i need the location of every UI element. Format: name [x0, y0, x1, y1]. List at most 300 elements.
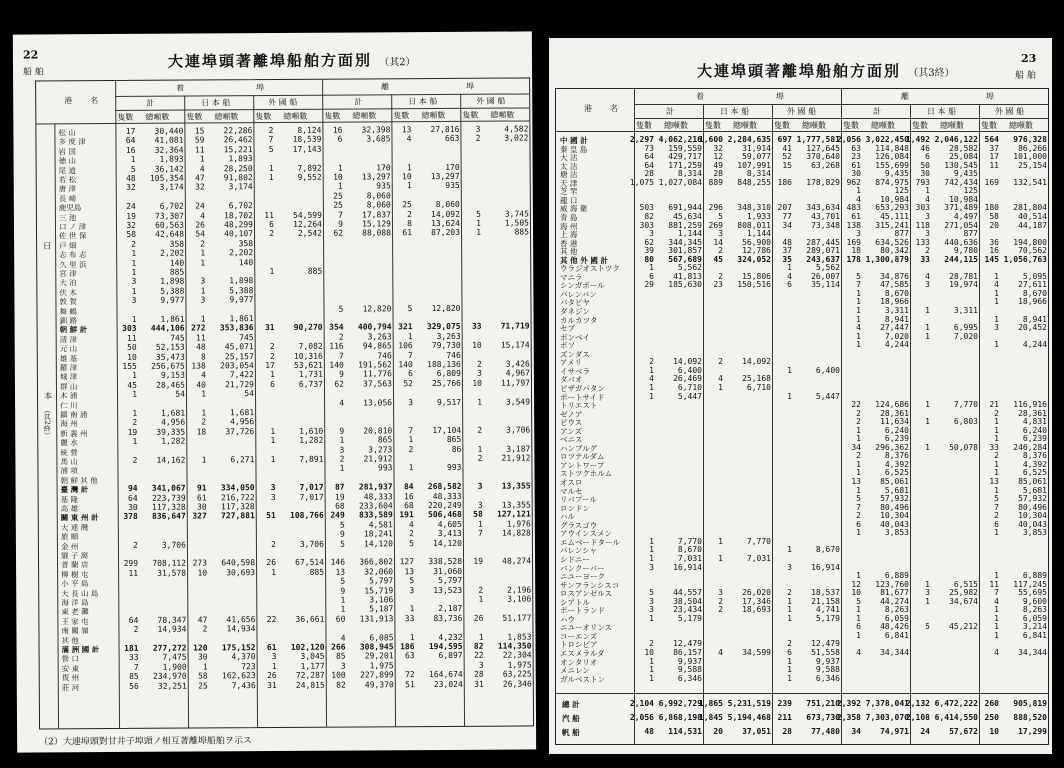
- total-label: 帆 船: [562, 728, 580, 737]
- cell-tons: 4,244: [1022, 340, 1047, 350]
- cell-count: 7: [338, 351, 344, 361]
- cell-count: 15: [194, 126, 205, 136]
- cell-tons: 48,333: [363, 491, 393, 502]
- row-label: 海 州: [560, 221, 578, 231]
- cell-count: 1: [200, 258, 206, 268]
- table-left: [35, 77, 534, 729]
- row-label: アメリ: [560, 358, 583, 368]
- cell-tons: 26,007: [811, 271, 840, 281]
- row-label: ベニス: [560, 435, 583, 445]
- cell-tons: 8,263: [1022, 605, 1047, 615]
- cell-count: 1: [856, 468, 861, 478]
- cell-count: 6: [787, 280, 792, 290]
- cell-count: 2,056: [629, 713, 654, 722]
- cell-count: 5: [994, 494, 999, 504]
- cell-count: 56: [129, 681, 139, 691]
- cell-count: 4: [649, 374, 654, 384]
- cell-tons: 37,726: [225, 426, 255, 437]
- cell-count: 29: [644, 280, 654, 290]
- cell-count: 1: [132, 408, 138, 418]
- row-label: ダバオ: [560, 375, 583, 385]
- cell-count: 62: [644, 237, 654, 247]
- cell-count: 22: [473, 651, 484, 661]
- cell-count: 138: [191, 361, 206, 371]
- side-part: （其2終）: [43, 406, 52, 439]
- cell-tons: 808,011: [737, 220, 771, 230]
- cell-tons: 4,581: [368, 520, 393, 530]
- cell-tons: 751,210: [806, 699, 840, 708]
- row-label: 芝 罘: [560, 187, 578, 197]
- cell-tons: 301,857: [668, 246, 702, 256]
- cell-tons: 11,776: [362, 369, 392, 379]
- cell-count: 5: [130, 164, 136, 174]
- cell-count: 2,056: [836, 135, 861, 144]
- cell-count: 35: [782, 254, 792, 264]
- cell-tons: 26,462: [223, 135, 253, 145]
- cell-tons: 9,780: [953, 246, 978, 256]
- cell-tons: 48,274: [502, 556, 532, 567]
- cell-tons: 94,865: [362, 341, 392, 351]
- cell-tons: 22,304: [502, 650, 532, 661]
- cell-tons: 9,588: [677, 665, 702, 675]
- cell-tons: 31,060: [433, 566, 463, 576]
- cell-count: 1: [270, 370, 275, 380]
- cell-count: 28: [644, 169, 654, 179]
- table-row: [39, 472, 532, 475]
- row-label: 金 州: [60, 541, 79, 551]
- cell-count: 17: [989, 152, 999, 162]
- cell-count: 4: [201, 370, 206, 380]
- cell-tons: 343,634: [806, 203, 840, 213]
- cell-count: 58: [473, 510, 483, 520]
- leaf-header-tons: 總噸數: [214, 112, 239, 122]
- cell-tons: 935: [445, 181, 460, 191]
- footnote: （2）大連埠頭對甘井子埠頭ノ相互著離埠船舶ヲ示ス: [39, 736, 252, 748]
- cell-count: 6: [269, 220, 275, 230]
- cell-count: 1,865: [698, 699, 723, 708]
- cell-count: 3: [718, 229, 723, 239]
- cell-count: 1: [477, 397, 483, 407]
- cell-tons: 673,730: [806, 713, 840, 722]
- cell-count: 564: [984, 135, 999, 144]
- cell-count: 20: [713, 727, 723, 736]
- cell-tons: 865: [446, 435, 462, 445]
- leaf-header-tons: 總噸數: [664, 121, 688, 130]
- cell-count: 118: [915, 220, 930, 230]
- cell-tons: 5,562: [677, 263, 702, 273]
- cell-count: 1: [925, 306, 930, 315]
- cell-count: 16: [332, 125, 343, 135]
- cell-tons: 171,259: [668, 160, 702, 170]
- cell-tons: 3,263: [367, 332, 392, 342]
- cell-tons: 40,514: [1018, 211, 1047, 221]
- sub-japan-2: 日 本 船: [408, 97, 438, 107]
- cell-count: 1: [787, 391, 792, 401]
- cell-tons: 23,024: [433, 679, 463, 689]
- cell-tons: 1,861: [229, 314, 254, 324]
- cell-count: 1: [787, 665, 792, 675]
- leaf-header-tons: 總噸數: [802, 121, 826, 130]
- cell-tons: 3,853: [1022, 528, 1047, 538]
- cell-count: 6: [649, 271, 654, 281]
- sub-total: 計: [146, 98, 155, 108]
- cell-count: 6: [925, 152, 930, 162]
- title-text: 大連埠頭著離埠船舶方面別: [167, 51, 373, 71]
- cell-tons: 54,599: [292, 210, 322, 220]
- cell-count: 7: [856, 502, 861, 512]
- cell-count: 1: [649, 536, 654, 546]
- cell-tons: 47,585: [880, 280, 909, 290]
- cell-tons: 164,674: [428, 670, 463, 680]
- cell-count: 1: [994, 485, 999, 495]
- cell-count: 63: [851, 143, 861, 153]
- cell-count: 11: [128, 568, 139, 578]
- row-label: ストツクホルム: [560, 469, 613, 479]
- cell-tons: 5,231,519: [727, 699, 771, 708]
- cell-tons: 43,701: [811, 211, 840, 221]
- cell-count: 4: [199, 164, 205, 174]
- cell-count: 178: [846, 254, 861, 264]
- cell-count: 5: [856, 271, 861, 281]
- leaf-header-tons: 總噸數: [733, 121, 757, 130]
- cell-tons: 9,937: [677, 656, 702, 666]
- cell-count: 6: [787, 648, 792, 657]
- cell-tons: 114,350: [497, 641, 532, 651]
- cell-tons: 27,447: [880, 323, 909, 333]
- cell-tons: 34,876: [880, 271, 909, 281]
- row-label: 其 他 外 國 計: [560, 255, 608, 265]
- row-label: 關 東 州 計: [60, 513, 99, 523]
- cell-tons: 8,670: [815, 545, 840, 555]
- cell-tons: 79,730: [431, 341, 461, 351]
- cell-tons: 7,017: [299, 492, 324, 502]
- cell-count: 5: [856, 596, 861, 606]
- cell-count: 17: [125, 126, 136, 136]
- cell-count: 11: [194, 145, 205, 155]
- cell-tons: 71,719: [500, 321, 530, 332]
- cell-tons: 223,739: [151, 493, 186, 503]
- cell-tons: 341,067: [151, 483, 186, 493]
- cell-tons: 6,702: [159, 201, 184, 211]
- cell-count: 3: [925, 588, 930, 598]
- cell-tons: 3,174: [159, 182, 184, 193]
- cell-count: 62: [333, 228, 344, 239]
- row-label: ハンブルグ: [560, 443, 598, 453]
- row-label: 徳 山: [58, 156, 77, 166]
- sub-foreign-right: 外 國 船: [787, 107, 817, 116]
- cell-tons: 7,475: [162, 652, 187, 663]
- row-label: ボンベイ: [560, 332, 590, 342]
- cell-count: 6: [994, 519, 999, 529]
- cell-tons: 6,525: [884, 468, 909, 478]
- sub-total-2: 計: [354, 97, 363, 107]
- cell-count: 1: [270, 436, 276, 446]
- cell-count: 41: [782, 143, 792, 153]
- row-label: 新 義 州: [60, 428, 88, 439]
- cell-tons: 6,240: [1022, 425, 1047, 435]
- cell-tons: 162,623: [221, 671, 256, 681]
- row-label: 戸 畑: [59, 241, 77, 251]
- cell-count: 52: [403, 378, 413, 389]
- cell-tons: 85,061: [1018, 477, 1047, 486]
- cell-tons: 881,259: [668, 220, 702, 230]
- sub-japan: 日 本 船: [201, 98, 231, 108]
- cell-tons: 935: [376, 181, 391, 191]
- cell-tons: 3,706: [299, 539, 324, 549]
- cell-tons: 130,545: [944, 160, 978, 170]
- cell-tons: 36,661: [295, 614, 325, 624]
- cell-tons: 3,022,450: [865, 135, 909, 144]
- cell-count: 354: [329, 322, 344, 333]
- cell-count: 2: [409, 529, 414, 539]
- cell-tons: 1,861: [160, 314, 185, 324]
- cell-count: 4: [718, 648, 723, 657]
- cell-count: 30: [197, 502, 207, 512]
- cell-count: 1: [994, 314, 999, 324]
- row-label: ロスアンゼルス: [560, 589, 612, 599]
- cell-tons: 30,693: [226, 567, 256, 578]
- cell-count: 61: [402, 228, 413, 238]
- cell-count: 2: [133, 540, 138, 550]
- cell-count: 2: [718, 246, 723, 256]
- cell-tons: 2,202: [229, 248, 254, 258]
- cell-tons: 52,153: [155, 342, 185, 352]
- cell-count: 7: [478, 528, 483, 538]
- cell-tons: 18,539: [292, 135, 322, 145]
- cell-count: 5: [409, 538, 414, 548]
- cell-count: 46: [920, 143, 930, 153]
- cell-tons: 1,893: [228, 154, 253, 164]
- cell-count: 1: [925, 323, 930, 333]
- cell-count: 186: [777, 177, 792, 187]
- cell-count: 1,845: [698, 713, 723, 722]
- cell-count: 2: [856, 451, 861, 461]
- cell-tons: 1,282: [299, 435, 324, 446]
- cell-tons: 233,604: [358, 501, 393, 511]
- cell-count: 10: [644, 648, 654, 657]
- cell-count: 3: [649, 229, 654, 239]
- row-label: 唐 津: [58, 184, 77, 194]
- leaf-header-count: 隻數: [393, 111, 410, 121]
- cell-tons: 37,051: [742, 727, 771, 736]
- cell-tons: 6,414,550: [934, 713, 978, 722]
- cell-tons: 7,020: [884, 331, 909, 341]
- cell-tons: 6,809: [436, 369, 461, 379]
- cell-count: 269: [708, 220, 723, 230]
- row-label: 馬 山: [60, 457, 78, 467]
- cell-count: 18: [196, 427, 207, 437]
- row-label: パレンシャ: [560, 546, 597, 556]
- row-label: ビザガパタン: [560, 383, 605, 393]
- cell-count: 68: [335, 501, 345, 511]
- cell-tons: 308,945: [359, 642, 394, 652]
- cell-tons: 4,392: [884, 459, 909, 469]
- cell-count: 1: [340, 604, 346, 614]
- cell-count: 106: [398, 341, 413, 351]
- cell-count: 18: [851, 246, 861, 256]
- cell-tons: 2,284,635: [727, 135, 771, 144]
- cell-count: 1: [406, 181, 412, 191]
- row-label: 太 沽: [560, 161, 578, 171]
- row-label: 威 海 衛: [560, 204, 588, 214]
- sub-foreign-2-right: 外 國 船: [995, 107, 1025, 116]
- row-label: オンタリオ: [560, 657, 598, 667]
- leaf-header-count: 隻數: [186, 112, 203, 122]
- row-label: 仁 川: [60, 400, 78, 410]
- cell-count: 793: [915, 177, 930, 187]
- cell-tons: 14,092: [430, 209, 460, 219]
- cell-count: 91: [196, 483, 207, 493]
- cell-count: 1: [925, 186, 930, 196]
- cell-count: 1: [132, 390, 138, 400]
- row-label: トリエスト: [560, 401, 598, 411]
- leaf-header-tons: 總噸數: [490, 110, 515, 120]
- cell-count: 889: [708, 177, 723, 187]
- cell-count: 1: [994, 288, 999, 298]
- row-label: 三 池: [58, 212, 77, 222]
- cell-count: 1: [787, 596, 792, 606]
- cell-count: 3: [270, 492, 276, 502]
- cell-tons: 80,496: [1018, 502, 1047, 512]
- cell-count: 13: [404, 566, 415, 577]
- cell-count: 4: [856, 648, 861, 657]
- cell-tons: 20,810: [363, 426, 393, 436]
- cell-count: 2: [269, 229, 275, 239]
- cell-count: 1: [925, 596, 930, 606]
- cell-count: 2: [338, 332, 344, 342]
- cell-count: 327: [192, 511, 207, 521]
- cell-count: 64: [128, 615, 139, 625]
- cell-count: 1: [649, 263, 654, 273]
- cell-count: 16: [989, 246, 999, 256]
- cell-count: 6: [408, 369, 413, 379]
- cell-count: 64: [644, 152, 654, 162]
- leaf-header-count: 隻數: [774, 121, 790, 130]
- cell-tons: 25,766: [432, 378, 461, 388]
- cell-tons: 78,347: [157, 615, 187, 625]
- cell-tons: 281,804: [1013, 203, 1047, 213]
- cell-count: 60: [335, 614, 346, 624]
- cell-count: 1: [994, 468, 999, 478]
- cell-count: 272: [191, 323, 206, 333]
- cell-count: 1: [856, 528, 861, 538]
- cell-count: 483: [846, 203, 861, 213]
- cell-tons: 17,143: [292, 144, 322, 154]
- cell-tons: 188,136: [427, 359, 461, 370]
- cell-count: 6: [337, 134, 343, 145]
- cell-tons: 7,031: [677, 553, 702, 563]
- cell-tons: 24,815: [295, 680, 325, 690]
- cell-count: 2: [477, 425, 483, 435]
- row-label: トロシピア: [560, 640, 598, 650]
- cell-tons: 5,388: [229, 285, 254, 296]
- cell-count: 22: [851, 400, 861, 410]
- cell-count: 1: [856, 571, 861, 581]
- cell-count: 1: [130, 155, 136, 165]
- cell-tons: 67,514: [295, 558, 325, 568]
- cell-tons: 1,056,763: [1003, 254, 1047, 264]
- cell-tons: 8,263: [884, 605, 909, 615]
- cell-count: 2: [132, 455, 138, 465]
- row-label: ニユーヨーク: [560, 572, 605, 582]
- cell-tons: 7,770: [953, 400, 978, 410]
- cell-tons: 13,523: [433, 585, 463, 595]
- cell-count: 1: [269, 266, 275, 277]
- cell-tons: 506,468: [428, 510, 462, 520]
- cell-tons: 1,177: [300, 661, 325, 671]
- cell-tons: 4,244: [884, 340, 909, 350]
- cell-tons: 203,054: [220, 361, 254, 371]
- cell-tons: 26,020: [742, 588, 771, 598]
- cell-tons: 271,054: [944, 220, 978, 230]
- cell-tons: 3,745: [504, 209, 529, 219]
- row-label: 大 泊: [59, 278, 77, 288]
- row-label: ゼノア: [560, 409, 583, 419]
- leaf-header-count: 隻數: [912, 121, 928, 130]
- cell-count: 1: [994, 622, 999, 632]
- cell-tons: 12,820: [362, 303, 392, 314]
- row-label: マニラ: [560, 272, 583, 282]
- cell-tons: 366,802: [359, 557, 394, 567]
- cell-count: 1: [649, 656, 654, 666]
- cell-tons: 18,537: [811, 588, 840, 598]
- cell-count: 120: [193, 643, 208, 653]
- cell-tons: 108,766: [290, 511, 324, 521]
- cell-count: 1: [994, 630, 999, 640]
- cell-tons: 125: [963, 186, 978, 196]
- cell-count: 4: [994, 648, 999, 657]
- cell-count: 7: [268, 135, 274, 145]
- cell-count: 207: [777, 203, 792, 213]
- cell-count: 1: [649, 545, 654, 555]
- cell-tons: 6,889: [884, 571, 909, 581]
- cell-tons: 59,077: [742, 152, 771, 162]
- cell-tons: 4,956: [161, 417, 186, 428]
- cell-count: 2,358: [836, 713, 861, 722]
- cell-tons: 220,249: [427, 500, 462, 511]
- cell-tons: 6,889: [1022, 571, 1047, 581]
- cell-count: 6: [856, 622, 861, 632]
- cell-count: 1: [994, 271, 999, 281]
- title-part: （其2）: [379, 57, 416, 69]
- cell-count: 26: [267, 671, 277, 681]
- cell-tons: 7,436: [231, 680, 256, 690]
- cell-tons: 281,937: [358, 482, 393, 492]
- side-honshu: 本: [41, 391, 53, 400]
- row-label: マルセ: [560, 486, 583, 496]
- cell-count: 1: [131, 267, 137, 277]
- cell-tons: 3,022: [504, 133, 529, 143]
- cell-tons: 344,345: [668, 237, 702, 247]
- row-label: 小 平 島: [61, 579, 89, 589]
- cell-count: 5: [339, 520, 345, 530]
- sub-total-2-right: 計: [873, 107, 881, 116]
- cell-tons: 567,689: [668, 254, 702, 264]
- cell-tons: 21,912: [501, 453, 531, 463]
- row-label: 大 長 山 島: [61, 588, 99, 598]
- cell-count: 1: [407, 331, 413, 341]
- cell-count: 4: [718, 374, 723, 384]
- cell-count: 2: [856, 408, 861, 418]
- cell-count: 1: [856, 630, 861, 640]
- cell-tons: 185,630: [668, 280, 702, 290]
- cell-tons: 44,274: [880, 596, 909, 606]
- cell-tons: 15,174: [500, 340, 530, 350]
- cell-tons: 117,328: [151, 502, 186, 512]
- cell-count: 62: [334, 379, 344, 389]
- cell-count: 2: [133, 625, 139, 635]
- page-title-right: [697, 60, 955, 81]
